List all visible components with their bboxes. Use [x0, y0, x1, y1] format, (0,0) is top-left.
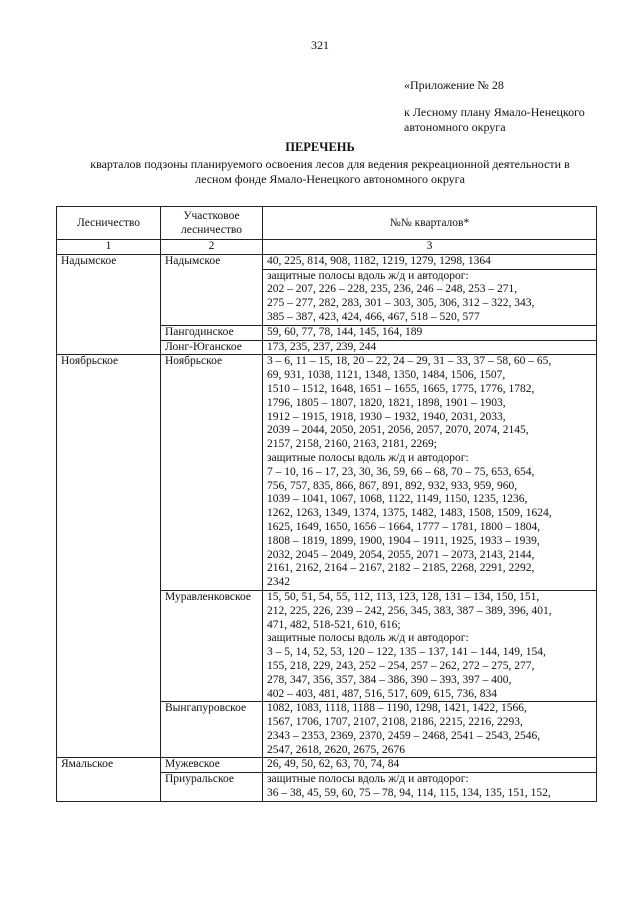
document-subtitle: кварталов подзоны планируемого освоения лесов для ведения рекреационной деятельности в лесном фонде Ямало-Ненецкого автономного округа	[90, 157, 570, 186]
quarters-cell: 173, 235, 237, 239, 244	[263, 340, 597, 355]
district-cell: Ноябрьское	[161, 355, 263, 591]
quarters-cell: 59, 60, 77, 78, 144, 145, 164, 189	[263, 325, 597, 340]
table-header-row	[57, 207, 597, 240]
district-cell: Вынгапуровское	[161, 702, 263, 758]
column-number: 2	[161, 240, 263, 255]
quarters-cell: 3 – 6, 11 – 15, 18, 20 – 22, 24 – 29, 31 – 33, 37 – 58, 60 – 65, 69, 931, 1038, 1121, 1348, 1350, 1484, 1506, 1507, 1510 – 1512, 1648, 1651 – 1655, 1665, 1775, 1776, 1782, 1796, 1805 – 1807, 1820, 1821, 1898, 1901 – 1903, 1912 – 1915, 1918, 1930 – 1932, 1940, 2031, 2033, 2039 – 2044, 2050, 2051, 2056, 2057, 2070, 2074, 2145, 2157, 2158, 2160, 2163, 2181, 2269; защитные полосы вдоль ж/д и автодорог: 7 – 10, 16 – 17, 23, 30, 36, 59, 66 – 68, 70 – 75, 653, 654, 756, 757, 835, 866, 867, 891, 892, 932, 933, 959, 960, 1039 – 1041, 1067, 1068, 1122, 1149, 1150, 1235, 1236, 1262, 1263, 1349, 1374, 1375, 1482, 1483, 1508, 1509, 1624, 1625, 1649, 1650, 1656 – 1664, 1777 – 1781, 1800 – 1804, 1808 – 1819, 1899, 1900, 1904 – 1911, 1925, 1933 – 1939, 2032, 2045 – 2049, 2054, 2055, 2071 – 2073, 2143, 2144, 2161, 2162, 2164 – 2167, 2182 – 2185, 2268, 2291, 2292, 2342	[263, 355, 597, 591]
quarters-cell: 40, 225, 814, 908, 1182, 1219, 1279, 1298, 1364	[263, 254, 597, 269]
quarters-cell: 26, 49, 50, 62, 63, 70, 74, 84	[263, 758, 597, 773]
column-number-row	[57, 240, 597, 255]
appendix-title: «Приложение № 28	[404, 78, 504, 92]
district-cell: Надымское	[161, 254, 263, 325]
page-number: 321	[311, 38, 329, 52]
header-quarters: №№ кварталов*	[263, 207, 597, 240]
quarters-cell: защитные полосы вдоль ж/д и автодорог: 202 – 207, 226 – 228, 235, 236, 246 – 248, 253 – 271, 275 – 277, 282, 283, 301 – 303, 305, 306, 312 – 322, 343, 385 – 387, 423, 424, 466, 467, 518 – 520, 577	[263, 269, 597, 325]
district-cell: Приуральское	[161, 773, 263, 802]
district-cell: Лонг-Юганское	[161, 340, 263, 355]
district-cell: Мужевское	[161, 758, 263, 773]
table-row	[57, 254, 597, 269]
document-title: ПЕРЕЧЕНЬ	[285, 140, 355, 154]
quarters-cell: 15, 50, 51, 54, 55, 112, 113, 123, 128, 131 – 134, 150, 151, 212, 225, 226, 239 – 242, 256, 345, 383, 387 – 389, 396, 401, 471, 482, 518-521, 610, 616; защитные полосы вдоль ж/д и автодорог: 3 – 5, 14, 52, 53, 120 – 122, 135 – 137, 141 – 144, 149, 154, 155, 218, 229, 243, 252 – 254, 257 – 262, 272 – 275, 277, 278, 347, 356, 357, 384 – 386, 390 – 393, 397 – 400, 402 – 403, 481, 487, 516, 517, 609, 615, 736, 834	[263, 590, 597, 701]
column-number: 3	[263, 240, 597, 255]
district-cell: Пангодинское	[161, 325, 263, 340]
quarters-table	[56, 206, 597, 802]
header-forestry: Лесничество	[57, 207, 161, 240]
table-row	[57, 758, 597, 773]
quarters-cell: защитные полосы вдоль ж/д и автодорог: 36 – 38, 45, 59, 60, 75 – 78, 94, 114, 115, 134, 135, 151, 152,	[263, 773, 597, 802]
appendix-reference-line1: к Лесному плану Ямало-Ненецкого	[404, 105, 585, 119]
column-number: 1	[57, 240, 161, 255]
forestry-cell: Надымское	[57, 254, 161, 355]
table-body	[57, 254, 597, 801]
table-row	[57, 355, 597, 591]
quarters-cell: 1082, 1083, 1118, 1188 – 1190, 1298, 1421, 1422, 1566, 1567, 1706, 1707, 2107, 2108, 2186, 2215, 2216, 2293, 2343 – 2353, 2369, 2370, 2459 – 2468, 2541 – 2543, 2546, 2547, 2618, 2620, 2675, 2676	[263, 702, 597, 758]
forestry-cell: Ноябрьское	[57, 355, 161, 758]
forestry-cell: Ямальское	[57, 758, 161, 801]
appendix-header	[404, 78, 585, 135]
district-cell: Муравленковское	[161, 590, 263, 701]
header-district: Участковое лесничество	[161, 207, 263, 240]
appendix-reference-line2: автономного округа	[404, 120, 506, 134]
